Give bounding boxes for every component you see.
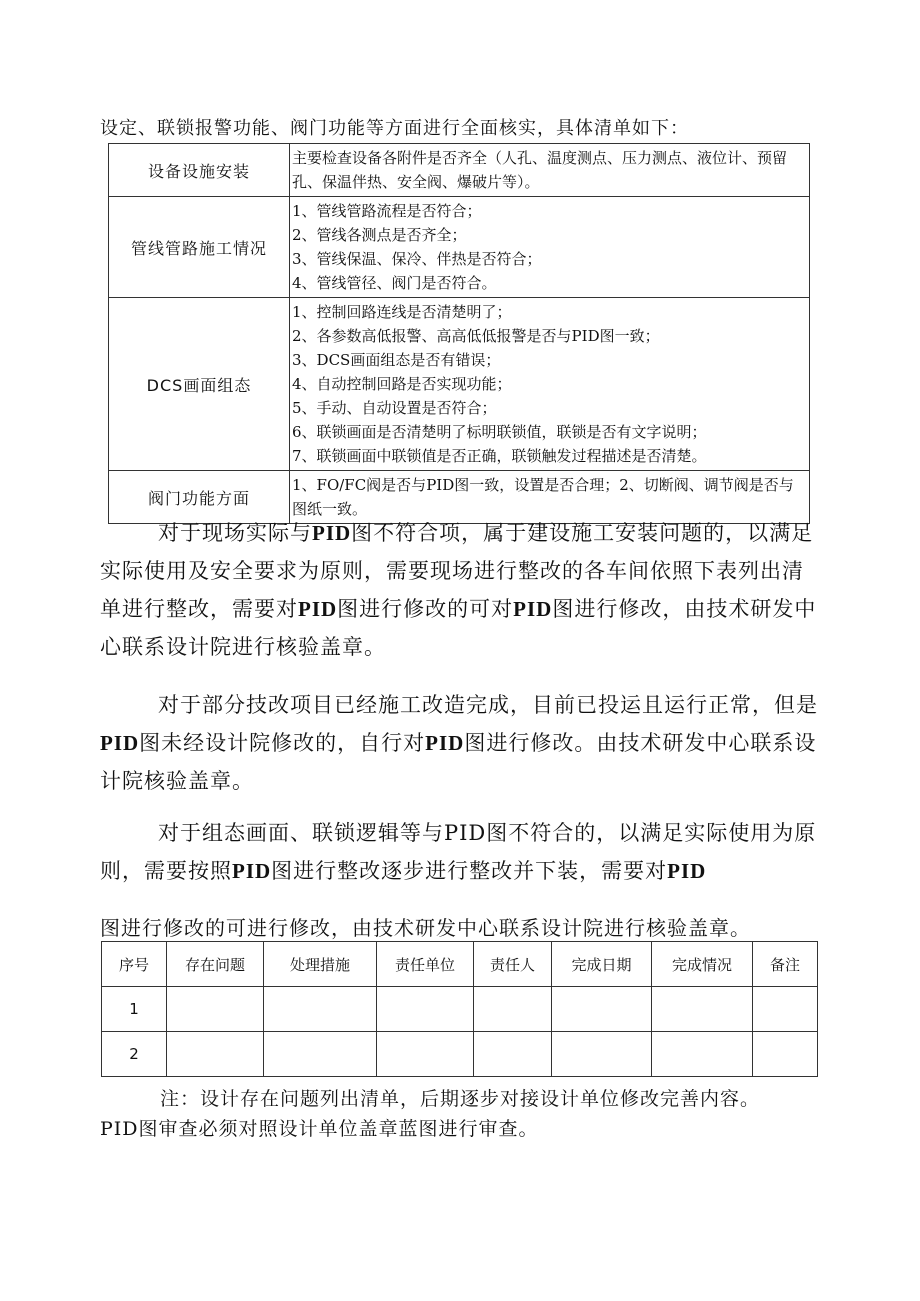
items-cell: [290, 197, 810, 298]
list-item: 4、管线管径、阀门是否符合。: [292, 274, 497, 292]
table-cell: [552, 1032, 652, 1077]
list-item: 4、自动控制回路是否实现功能；: [292, 375, 512, 393]
table-cell: [652, 1032, 753, 1077]
table-header-row: [102, 942, 818, 987]
items-cell: [290, 298, 810, 471]
table-cell: [552, 987, 652, 1032]
table-cell: [753, 987, 818, 1032]
table-cell: [264, 987, 377, 1032]
list-item: 2、各参数高低报警、高高低低报警是否与PID图一致；: [292, 327, 660, 345]
intro-line: 设定、联锁报警功能、阀门功能等方面进行全面核实，具体清单如下：: [100, 118, 689, 139]
header-cell: 序号: [102, 942, 167, 987]
list-item: 3、DCS画面组态是否有错误；: [292, 351, 501, 369]
note-line-2: PID图审查必须对照设计单位盖章蓝图进行审查。: [100, 1118, 539, 1140]
table-row: [109, 197, 810, 298]
table-cell: [167, 1032, 264, 1077]
table-cell: 1: [102, 987, 167, 1032]
list-item: 6、联锁画面是否清楚明了标明联锁值，联锁是否有文字说明；: [292, 423, 707, 441]
header-cell: 存在问题: [167, 942, 264, 987]
table-cell: [652, 987, 753, 1032]
table-cell: [753, 1032, 818, 1077]
check-table: [108, 143, 810, 524]
category-cell: 设备设施安装: [109, 144, 290, 197]
list-item: 3、管线保温、保冷、伴热是否符合；: [292, 250, 542, 268]
table-row: [102, 1032, 818, 1077]
paragraph-2: 对于部分技改项目已经施工改造完成，目前已投运且运行正常，但是PID图未经设计院修改的，自行对PID图进行修改。由技术研发中心联系设计院核验盖章。: [100, 693, 818, 793]
paragraph-3: 对于组态画面、联锁逻辑等与PID图不符合的，以满足实际使用为原则，需要按照PID图进行整改逐步进行整改并下装，需要对PID: [100, 821, 817, 883]
list-item: 1、管线管路流程是否符合；: [292, 202, 482, 220]
table-cell: 2: [102, 1032, 167, 1077]
table-cell: [167, 987, 264, 1032]
table-row: [109, 144, 810, 197]
header-cell: 备注: [753, 942, 818, 987]
table-cell: [377, 1032, 474, 1077]
header-cell: 完成日期: [552, 942, 652, 987]
table-cell: [264, 1032, 377, 1077]
header-cell: 责任人: [474, 942, 552, 987]
list-item: 2、管线各测点是否齐全；: [292, 226, 467, 244]
table-cell: [377, 987, 474, 1032]
table-row: [109, 298, 810, 471]
header-cell: 处理措施: [264, 942, 377, 987]
list-item: 1、控制回路连线是否清楚明了；: [292, 303, 512, 321]
category-cell: DCS画面组态: [109, 298, 290, 471]
list-item: 1、FO/FC阀是否与PID图一致，设置是否合理；2、切断阀、调节阀是否与图纸一致。: [292, 476, 794, 518]
list-item: 主要检查设备各附件是否齐全（人孔、温度测点、压力测点、液位计、预留孔、保温伴热、安全阀、爆破片等）。: [292, 149, 788, 191]
category-cell: 阀门功能方面: [109, 471, 290, 524]
items-cell: [290, 144, 810, 197]
list-item: 7、联锁画面中联锁值是否正确，联锁触发过程描述是否清楚。: [292, 447, 707, 465]
header-cell: 责任单位: [377, 942, 474, 987]
header-cell: 完成情况: [652, 942, 753, 987]
list-item: 5、手动、自动设置是否符合；: [292, 399, 497, 417]
note-line-1: 注：设计存在问题列出清单，后期逐步对接设计单位修改完善内容。: [160, 1088, 761, 1110]
table-row: [102, 987, 818, 1032]
table-cell: [474, 1032, 552, 1077]
issue-table: [101, 941, 818, 1077]
paragraph-3-tail: 图进行修改的可进行修改，由技术研发中心联系设计院进行核验盖章。: [100, 916, 751, 940]
paragraph-1: 对于现场实际与PID图不符合项，属于建设施工安装问题的，以满足实际使用及安全要求为原则，需要现场进行整改的各车间依照下表列出清单进行整改，需要对PID图进行修改的可对PID图进行修改，由技术研发中心联系设计院进行核验盖章。: [100, 521, 817, 659]
table-cell: [474, 987, 552, 1032]
category-cell: 管线管路施工情况: [109, 197, 290, 298]
